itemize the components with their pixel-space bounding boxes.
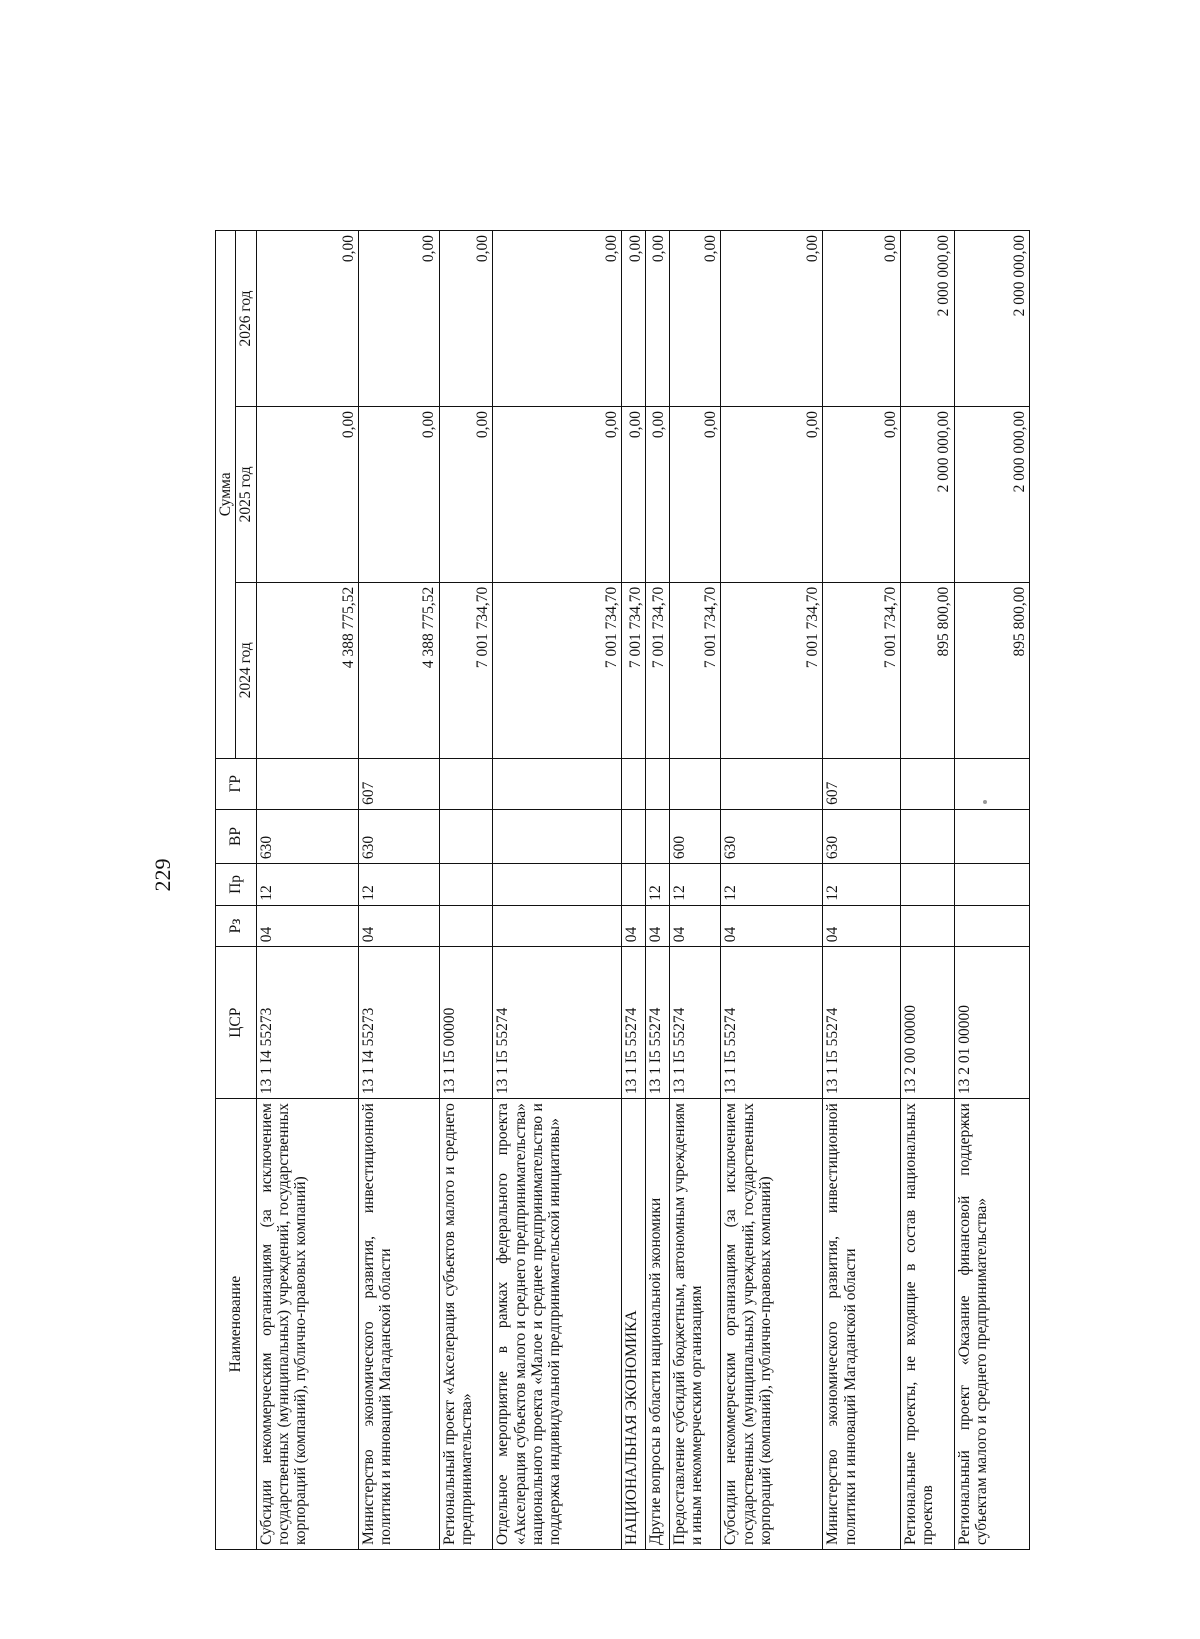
table-row [439, 231, 493, 1550]
row-rz: 04 [823, 905, 900, 947]
row-2025: 0,00 [646, 406, 670, 582]
col-header-rz: Рз [216, 905, 257, 947]
row-csr: 13 1 I4 55273 [358, 947, 439, 1099]
scan-speck [983, 800, 987, 804]
col-header-name: Наименование [216, 1099, 257, 1550]
row-pr: 12 [358, 864, 439, 906]
row-2026: 0,00 [358, 231, 439, 407]
row-gr [721, 758, 823, 809]
col-header-2026: 2026 год [236, 231, 256, 407]
row-2024: 7 001 734,70 [622, 582, 646, 758]
row-pr [900, 864, 954, 906]
table-row [493, 231, 622, 1550]
row-2026: 0,00 [669, 231, 721, 407]
row-csr: 13 1 I5 00000 [439, 947, 493, 1099]
row-2026: 2 000 000,00 [954, 231, 1029, 407]
row-2024: 7 001 734,70 [721, 582, 823, 758]
row-2024: 4 388 775,52 [256, 582, 358, 758]
row-2025: 0,00 [439, 406, 493, 582]
row-pr: 12 [823, 864, 900, 906]
row-gr [622, 758, 646, 809]
row-name: Региональный проект «Акселерация субъектов малого и среднего предпринимательства» [439, 1099, 493, 1550]
row-2026: 0,00 [646, 231, 670, 407]
row-pr [622, 864, 646, 906]
row-name: НАЦИОНАЛЬНАЯ ЭКОНОМИКА [622, 1099, 646, 1550]
row-csr: 13 2 01 00000 [954, 947, 1029, 1099]
row-2024: 7 001 734,70 [669, 582, 721, 758]
row-gr [439, 758, 493, 809]
row-2025: 0,00 [823, 406, 900, 582]
row-2025: 0,00 [721, 406, 823, 582]
row-pr: 12 [256, 864, 358, 906]
row-name: Министерство экономического развития, инвестиционной политики и инноваций Магаданской области [823, 1099, 900, 1550]
row-name: Субсидии некоммерческим организациям (за исключением государственных (муниципальных) учреждений, государственных корпораций (компаний), публично-правовых компаний) [721, 1099, 823, 1550]
col-header-pr: Пр [216, 864, 257, 906]
row-rz: 04 [721, 905, 823, 947]
budget-table-rotated [215, 230, 1030, 1550]
row-csr: 13 1 I5 55274 [622, 947, 646, 1099]
row-vr [954, 809, 1029, 863]
row-2026: 0,00 [622, 231, 646, 407]
page-number: 229 [150, 858, 175, 892]
table-row [721, 231, 823, 1550]
row-pr: 12 [646, 864, 670, 906]
row-gr [900, 758, 954, 809]
row-pr [493, 864, 622, 906]
row-2025: 2 000 000,00 [954, 406, 1029, 582]
row-gr [256, 758, 358, 809]
table-row [646, 231, 670, 1550]
row-name: Отдельное мероприятие в рамках федерального проекта «Акселерация субъектов малого и среднего предпринимательства» национального проекта «Малое и среднее предпринимательство и поддержка индивидуальной предпринимательской инициативы» [493, 1099, 622, 1550]
row-pr: 12 [721, 864, 823, 906]
row-2024: 895 800,00 [954, 582, 1029, 758]
table-row [358, 231, 439, 1550]
col-header-vr: ВР [216, 809, 257, 863]
row-vr [900, 809, 954, 863]
row-rz: 04 [669, 905, 721, 947]
row-csr: 13 2 00 00000 [900, 947, 954, 1099]
row-2024: 7 001 734,70 [493, 582, 622, 758]
row-name: Другие вопросы в области национальной экономики [646, 1099, 670, 1550]
row-2025: 0,00 [622, 406, 646, 582]
row-vr [439, 809, 493, 863]
row-pr: 12 [669, 864, 721, 906]
row-pr [954, 864, 1029, 906]
row-gr [954, 758, 1029, 809]
row-2025: 2 000 000,00 [900, 406, 954, 582]
row-vr [646, 809, 670, 863]
row-vr: 630 [721, 809, 823, 863]
row-rz: 04 [256, 905, 358, 947]
col-header-gr: ГР [216, 758, 257, 809]
row-2024: 4 388 775,52 [358, 582, 439, 758]
col-header-2024: 2024 год [236, 582, 256, 758]
row-2026: 0,00 [439, 231, 493, 407]
row-2025: 0,00 [256, 406, 358, 582]
row-gr [646, 758, 670, 809]
row-name: Региональный проект «Оказание финансовой поддержки субъектам малого и среднего предпринимательства» [954, 1099, 1029, 1550]
row-name: Региональные проекты, не входящие в состав национальных проектов [900, 1099, 954, 1550]
row-rz: 04 [622, 905, 646, 947]
row-2024: 7 001 734,70 [646, 582, 670, 758]
row-2024: 895 800,00 [900, 582, 954, 758]
table-row [669, 231, 721, 1550]
budget-table [215, 230, 1030, 1550]
col-header-2025: 2025 год [236, 406, 256, 582]
row-2025: 0,00 [358, 406, 439, 582]
row-vr: 630 [256, 809, 358, 863]
row-name: Министерство экономического развития, инвестиционной политики и инноваций Магаданской области [358, 1099, 439, 1550]
row-vr: 630 [358, 809, 439, 863]
row-gr: 607 [358, 758, 439, 809]
row-2025: 0,00 [493, 406, 622, 582]
row-vr: 630 [823, 809, 900, 863]
row-vr [493, 809, 622, 863]
table-row [622, 231, 646, 1550]
table-row [256, 231, 358, 1550]
row-gr: 607 [823, 758, 900, 809]
row-2026: 0,00 [256, 231, 358, 407]
row-2026: 0,00 [721, 231, 823, 407]
table-row [900, 231, 954, 1550]
row-csr: 13 1 I5 55274 [669, 947, 721, 1099]
row-vr: 600 [669, 809, 721, 863]
row-rz [439, 905, 493, 947]
row-vr [622, 809, 646, 863]
row-gr [669, 758, 721, 809]
row-gr [493, 758, 622, 809]
row-2025: 0,00 [669, 406, 721, 582]
table-row [823, 231, 900, 1550]
row-2026: 0,00 [493, 231, 622, 407]
row-csr: 13 1 I5 55274 [646, 947, 670, 1099]
row-csr: 13 1 I5 55274 [493, 947, 622, 1099]
row-2026: 0,00 [823, 231, 900, 407]
row-pr [439, 864, 493, 906]
row-rz: 04 [646, 905, 670, 947]
row-csr: 13 1 I4 55273 [256, 947, 358, 1099]
row-csr: 13 1 I5 55274 [721, 947, 823, 1099]
row-rz [954, 905, 1029, 947]
row-rz [493, 905, 622, 947]
row-name: Субсидии некоммерческим организациям (за исключением государственных (муниципальных) учреждений, государственных корпораций (компаний), публично-правовых компаний) [256, 1099, 358, 1550]
table-row [954, 231, 1029, 1550]
row-2024: 7 001 734,70 [439, 582, 493, 758]
col-header-sum: Сумма [216, 231, 236, 759]
row-name: Предоставление субсидий бюджетным, автономным учреждениям и иным некоммерческим организациям [669, 1099, 721, 1550]
row-csr: 13 1 I5 55274 [823, 947, 900, 1099]
row-2026: 2 000 000,00 [900, 231, 954, 407]
row-rz [900, 905, 954, 947]
row-2024: 7 001 734,70 [823, 582, 900, 758]
col-header-csr: ЦСР [216, 947, 257, 1099]
row-rz: 04 [358, 905, 439, 947]
